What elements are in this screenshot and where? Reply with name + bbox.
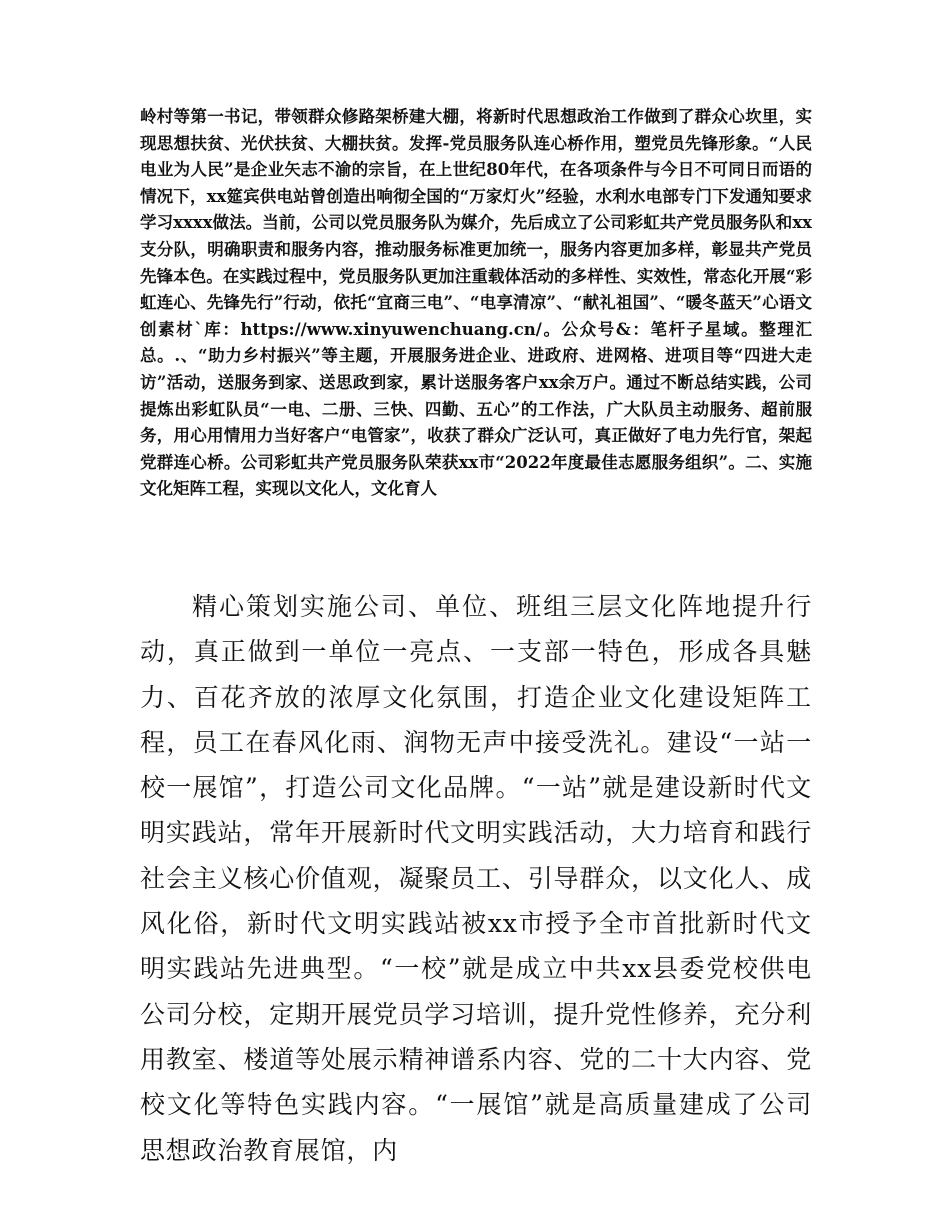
body-paragraph-2: 精心策划实施公司、单位、班组三层文化阵地提升行动，真正做到一单位一亮点、一支部一特色，形成各具魅力、百花齐放的浓厚文化氛围，打造企业文化建设矩阵工程，员工在春风化雨、润物无声中接受洗礼。建设“一站一校一展馆”，打造公司文化品牌。“一站”就是建设新时代文明实践站，常年开展新时代文明实践活动，大力培育和践行社会主义核心价值观，凝聚员工、引导群众，以文化人、成风化俗，新时代文明实践站被xx市授予全市首批新时代文明实践站先进典型。“一校”就是成立中共xx县委党校供电公司分校，定期开展党员学习培训，提升党性修养，充分利用教室、楼道等处展示精神谱系内容、党的二十大内容、党校文化等特色实践内容。“一展馆”就是高质量建成了公司思想政治教育展馆，内 [140,592,812,1165]
body-paragraph-1: 岭村等第一书记，带领群众修路架桥建大棚，将新时代思想政治工作做到了群众心坎里，实现思想扶贫、光伏扶贫、大棚扶贫。发挥-党员服务队连心桥作用，塑党员先锋形象。“人民电业为人民”是企业矢志不渝的宗旨，在上世纪80年代，在各项条件与今日不可同日而语的情况下，xx筵宾供电站曾创造出响彻全国的“万家灯火”经验，水利水电部专门下发通知要求学习xxxx做法。当前，公司以党员服务队为媒介，先后成立了公司彩虹共产党员服务队和xx支分队，明确职责和服务内容，推动服务标准更加统一，服务内容更加多样，彰显共产党员先锋本色。在实践过程中，党员服务队更加注重载体活动的多样性、实效性，常态化开展“彩虹连心、先锋先行”行动，依托“宜商三电”、“电享清凉”、“献礼祖国”、“暖冬蓝天”心语文创素材`库：https://www.xinyuwenchuang.cn/。公众号&：笔杆子星域。整理汇总。.、“助力乡村振兴”等主题，开展服务进企业、进政府、进网格、进项目等“四进大走访”活动，送服务到家、送思政到家，累计送服务客户xx余万户。通过不断总结实践，公司提炼出彩虹队员“一电、二册、三快、四勤、五心”的工作法，广大队员主动服务、超前服务，用心用情用力当好客户“电管家”，收获了群众广泛认可，真正做好了电力先行官，架起党群连心桥。公司彩虹共产党员服务队荣获xx市“2022年度最佳志愿服务组织”。二、实施文化矩阵工程，实现以文化人，文化育人 [140,107,812,499]
